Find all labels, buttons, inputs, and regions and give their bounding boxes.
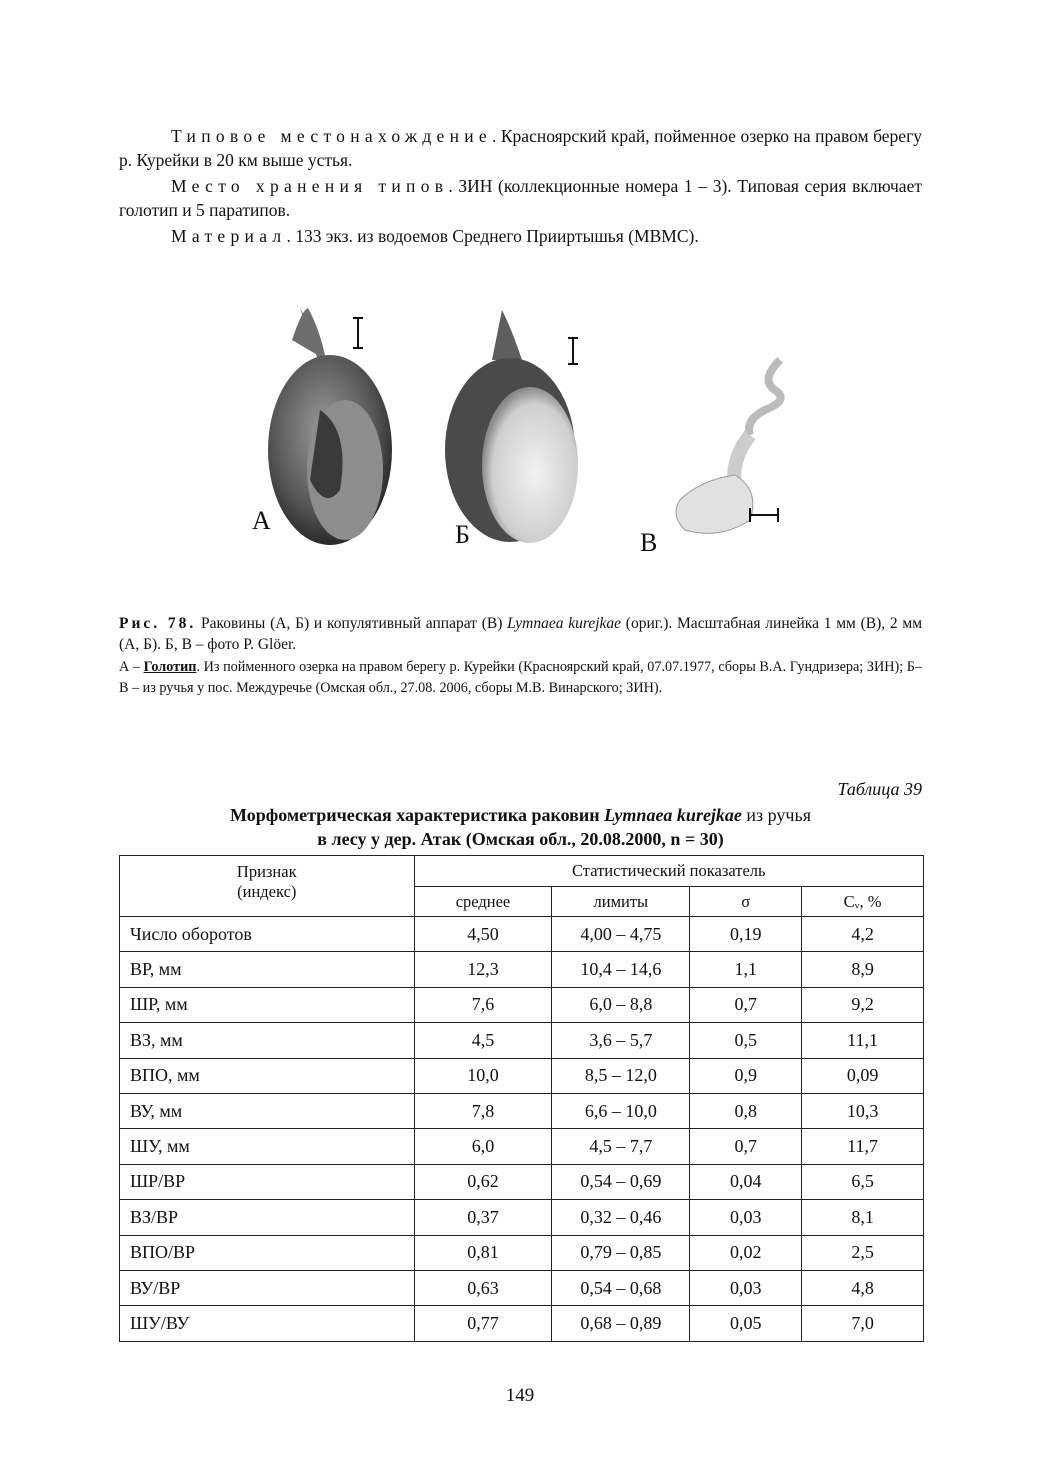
table-title-line2: в лесу у дер. Атак (Омская обл., 20.08.2000, n = 30) bbox=[317, 829, 724, 849]
table-row bbox=[120, 1235, 924, 1270]
cell-cv: 11,7 bbox=[802, 1129, 924, 1164]
cell-sigma: 1,1 bbox=[690, 952, 802, 987]
table-row bbox=[120, 1058, 924, 1093]
shell-illustrations bbox=[230, 300, 830, 570]
cell-mean: 10,0 bbox=[414, 1058, 552, 1093]
shell-a bbox=[268, 308, 392, 545]
cell-label: ВР, мм bbox=[120, 952, 415, 987]
figure-note bbox=[119, 657, 922, 698]
cell-mean: 0,62 bbox=[414, 1164, 552, 1199]
header-feature bbox=[120, 856, 415, 917]
cell-mean: 0,77 bbox=[414, 1306, 552, 1341]
caption-prefix: Рис. 78. bbox=[119, 615, 197, 632]
cell-sigma: 0,7 bbox=[690, 987, 802, 1022]
cell-cv: 10,3 bbox=[802, 1093, 924, 1128]
cell-mean: 0,63 bbox=[414, 1270, 552, 1305]
cell-limits: 8,5 – 12,0 bbox=[552, 1058, 690, 1093]
cell-sigma: 0,03 bbox=[690, 1200, 802, 1235]
figure-78 bbox=[230, 300, 830, 570]
cell-mean: 4,50 bbox=[414, 917, 552, 952]
cell-label: ВПО/ВР bbox=[120, 1235, 415, 1270]
cell-limits: 0,79 – 0,85 bbox=[552, 1235, 690, 1270]
header-feature-line1: Признак bbox=[236, 862, 297, 881]
table-body bbox=[120, 917, 924, 1342]
cell-cv: 2,5 bbox=[802, 1235, 924, 1270]
cell-cv: 8,1 bbox=[802, 1200, 924, 1235]
table-row bbox=[120, 917, 924, 952]
note-holotype: Голотип bbox=[143, 659, 197, 675]
cell-sigma: 0,9 bbox=[690, 1058, 802, 1093]
table-row bbox=[120, 1270, 924, 1305]
header-mean: среднее bbox=[414, 887, 552, 917]
table-number: Таблица 39 bbox=[837, 779, 922, 799]
cell-sigma: 0,02 bbox=[690, 1235, 802, 1270]
cell-cv: 7,0 bbox=[802, 1306, 924, 1341]
caption-text-1: Раковины (А, Б) и копулятивный аппарат (В) bbox=[196, 615, 508, 632]
cell-limits: 6,6 – 10,0 bbox=[552, 1093, 690, 1128]
cell-limits: 3,6 – 5,7 bbox=[552, 1023, 690, 1058]
figure-label-c: В bbox=[640, 528, 658, 557]
cell-sigma: 0,05 bbox=[690, 1306, 802, 1341]
header-stat: Статистический показатель bbox=[414, 856, 923, 887]
header-sigma: σ bbox=[690, 887, 802, 917]
cell-label: ШР, мм bbox=[120, 987, 415, 1022]
text-material: . 133 экз. из водоемов Среднего Прииртышья (МВМС). bbox=[286, 226, 699, 246]
heading-material: Материал bbox=[171, 226, 287, 246]
table-row bbox=[120, 952, 924, 987]
cell-label: ВЗ, мм bbox=[120, 1023, 415, 1058]
table-row bbox=[120, 1164, 924, 1199]
cell-limits: 0,68 – 0,89 bbox=[552, 1306, 690, 1341]
cell-sigma: 0,8 bbox=[690, 1093, 802, 1128]
cell-cv: 4,8 bbox=[802, 1270, 924, 1305]
table-row bbox=[120, 1093, 924, 1128]
cell-label: ШР/ВР bbox=[120, 1164, 415, 1199]
cell-mean: 7,8 bbox=[414, 1093, 552, 1128]
morphometric-table bbox=[119, 855, 924, 1342]
table-row bbox=[120, 1023, 924, 1058]
cell-mean: 6,0 bbox=[414, 1129, 552, 1164]
cell-label: Число оборотов bbox=[120, 917, 415, 952]
cell-label: ШУ/ВУ bbox=[120, 1306, 415, 1341]
table-row bbox=[120, 987, 924, 1022]
table-title bbox=[119, 803, 922, 851]
cell-limits: 0,54 – 0,68 bbox=[552, 1270, 690, 1305]
cell-limits: 0,32 – 0,46 bbox=[552, 1200, 690, 1235]
table-title-part2: из ручья bbox=[741, 805, 811, 825]
cell-cv: 6,5 bbox=[802, 1164, 924, 1199]
header-cv: Cᵥ, % bbox=[802, 887, 924, 917]
cell-cv: 4,2 bbox=[802, 917, 924, 952]
cell-mean: 7,6 bbox=[414, 987, 552, 1022]
cell-cv: 11,1 bbox=[802, 1023, 924, 1058]
cell-limits: 10,4 – 14,6 bbox=[552, 952, 690, 987]
cell-label: ШУ, мм bbox=[120, 1129, 415, 1164]
paragraph-type-storage bbox=[119, 174, 922, 222]
figure-caption bbox=[119, 613, 922, 655]
cell-mean: 0,37 bbox=[414, 1200, 552, 1235]
cell-label: ВЗ/ВР bbox=[120, 1200, 415, 1235]
cell-mean: 0,81 bbox=[414, 1235, 552, 1270]
cell-label: ВУ/ВР bbox=[120, 1270, 415, 1305]
shell-b bbox=[445, 310, 578, 543]
caption-species: Lymnaea kurejkae bbox=[507, 615, 622, 632]
note-prefix: А – bbox=[119, 659, 144, 675]
header-feature-line2: (индекс) bbox=[237, 882, 297, 901]
table-title-part1: Морфометрическая характеристика раковин bbox=[230, 805, 605, 825]
note-text: . Из пойменного озерка на правом берегу р. Курейки (Красноярский край, 07.07.1977, сборы В.А. Гундризера; ЗИН); Б–В – из ручья у пос. Междуречье (Омская обл., 27.08. 2006, сборы М.В. Винарского; ЗИН). bbox=[119, 659, 922, 696]
cell-sigma: 0,5 bbox=[690, 1023, 802, 1058]
cell-sigma: 0,03 bbox=[690, 1270, 802, 1305]
header-limits: лимиты bbox=[552, 887, 690, 917]
table-title-species: Lymnaea kurejkae bbox=[604, 805, 742, 825]
figure-label-b: Б bbox=[455, 520, 470, 549]
page-number: 149 bbox=[505, 1385, 535, 1406]
cell-label: ВУ, мм bbox=[120, 1093, 415, 1128]
copulatory-apparatus bbox=[676, 360, 781, 533]
text-type-storage: . ЗИН (коллекционные номера 1 – 3). Типовая серия включает голотип и 5 паратипов. bbox=[119, 176, 922, 220]
paragraph-material bbox=[119, 224, 922, 248]
table-row bbox=[120, 1200, 924, 1235]
cell-mean: 12,3 bbox=[414, 952, 552, 987]
cell-label: ВПО, мм bbox=[120, 1058, 415, 1093]
cell-mean: 4,5 bbox=[414, 1023, 552, 1058]
figure-label-a: А bbox=[252, 506, 271, 535]
heading-type-storage: Место хранения типов bbox=[171, 176, 449, 196]
cell-cv: 8,9 bbox=[802, 952, 924, 987]
cell-limits: 0,54 – 0,69 bbox=[552, 1164, 690, 1199]
cell-cv: 0,09 bbox=[802, 1058, 924, 1093]
text-type-locality: . Красноярский край, пойменное озерко на правом берегу р. Курейки в 20 км выше устья. bbox=[119, 126, 922, 170]
cell-sigma: 0,7 bbox=[690, 1129, 802, 1164]
cell-cv: 9,2 bbox=[802, 987, 924, 1022]
cell-sigma: 0,04 bbox=[690, 1164, 802, 1199]
caption-text-2: (ориг.). Масштабная линейка 1 мм (В), 2 мм (А, Б). Б, В – фото P. Glöer. bbox=[119, 615, 923, 653]
cell-limits: 4,5 – 7,7 bbox=[552, 1129, 690, 1164]
cell-limits: 4,00 – 4,75 bbox=[552, 917, 690, 952]
heading-type-locality: Типовое местонахождение bbox=[171, 126, 493, 146]
table-row bbox=[120, 1129, 924, 1164]
cell-limits: 6,0 – 8,8 bbox=[552, 987, 690, 1022]
cell-sigma: 0,19 bbox=[690, 917, 802, 952]
table-row bbox=[120, 1306, 924, 1341]
paragraph-type-locality bbox=[119, 124, 922, 172]
